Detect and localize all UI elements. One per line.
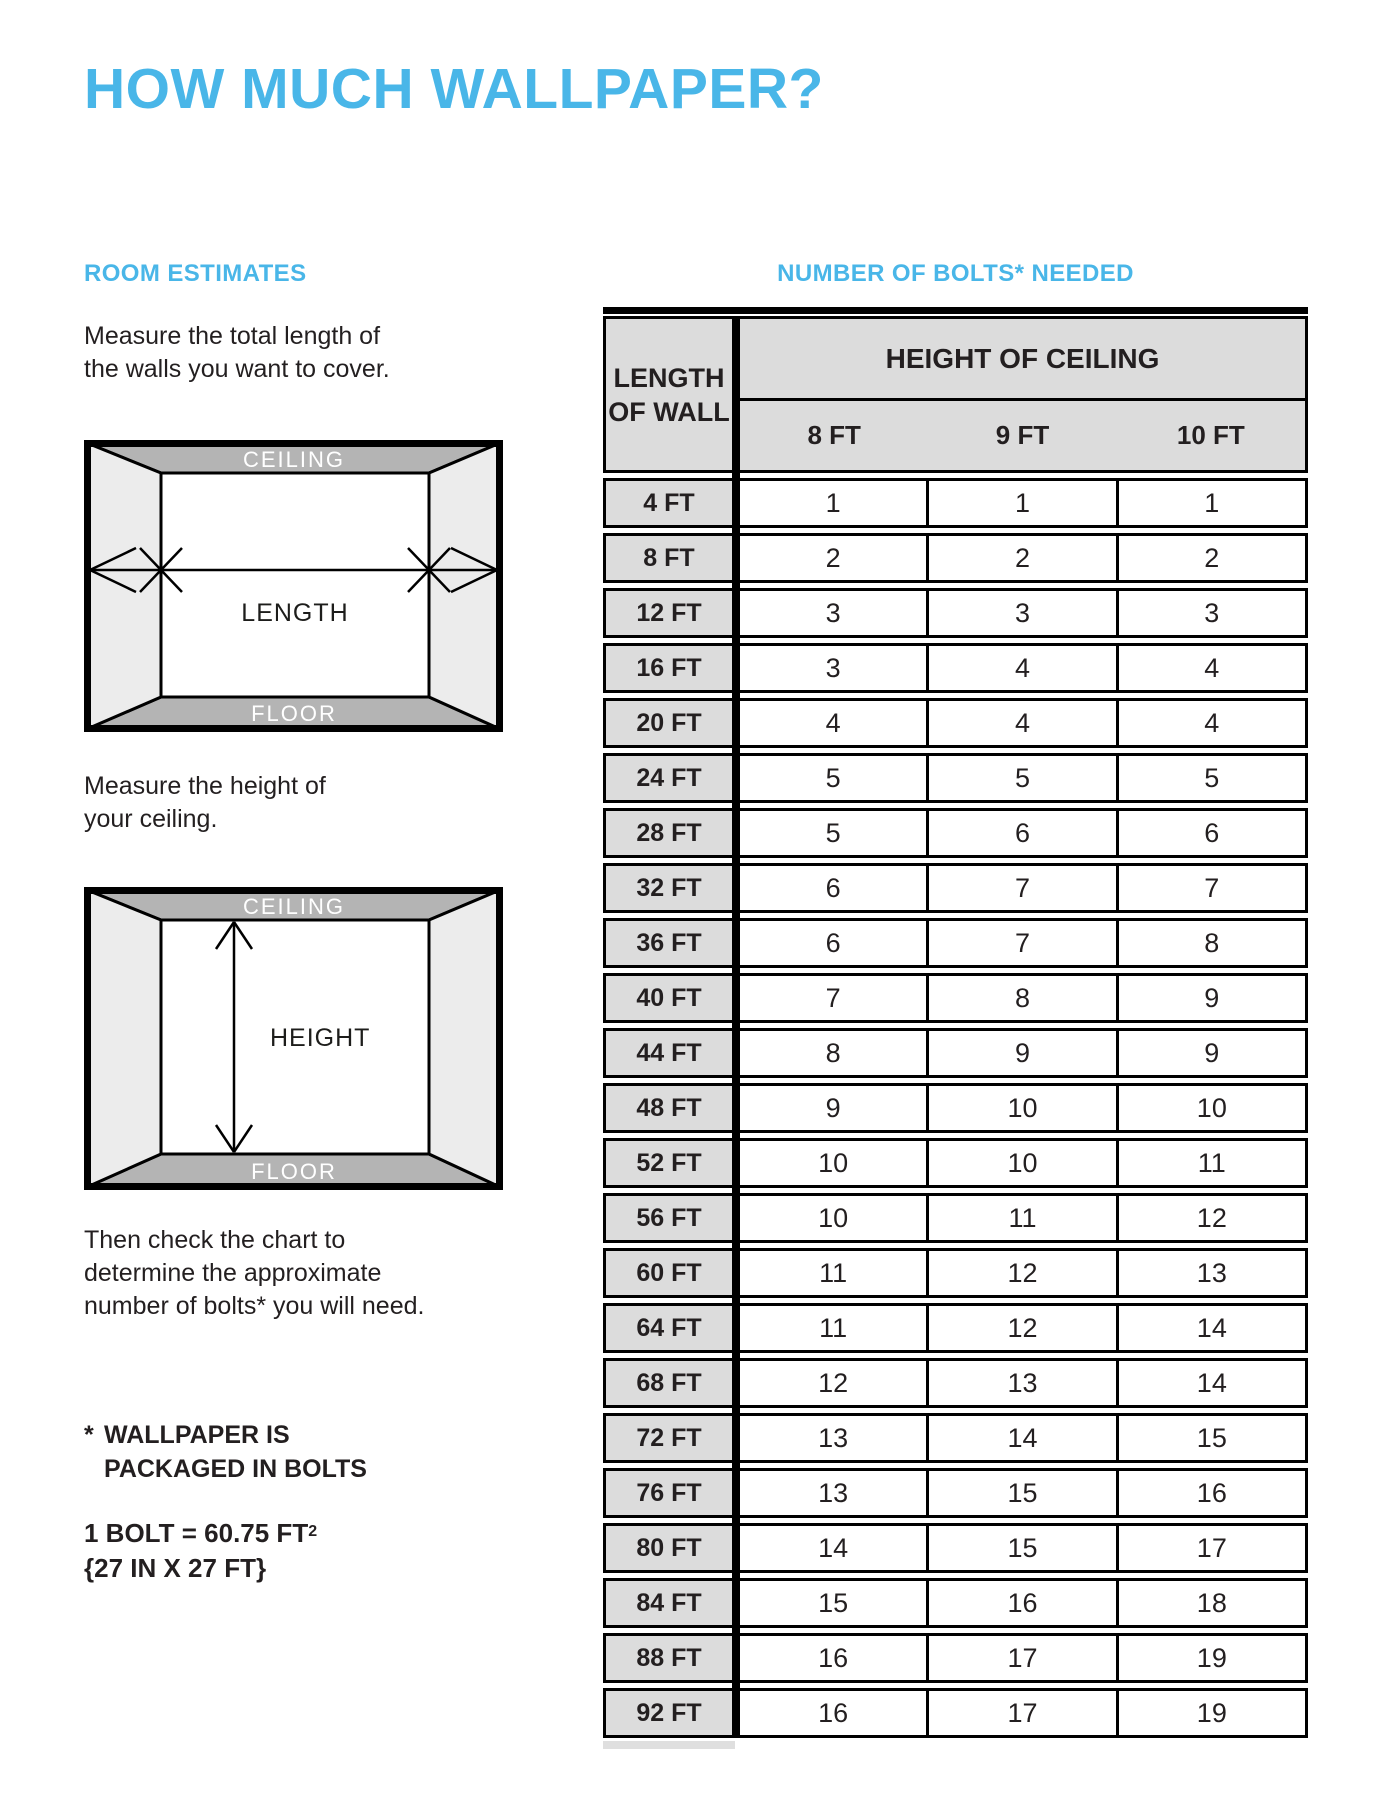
- bolt-count-cell: 9: [1119, 1028, 1308, 1078]
- table-row: [603, 1028, 1308, 1078]
- table-row: [603, 753, 1308, 803]
- bolt-count-cell: 11: [929, 1193, 1118, 1243]
- wall-length-label: 80 FT: [603, 1523, 732, 1573]
- paragraph-line: Then check the chart to: [84, 1226, 346, 1254]
- ceiling-height-col-header: 9 FT: [995, 420, 1050, 450]
- table-body: [603, 478, 1308, 1738]
- bolt-count-cell: 1: [1119, 478, 1308, 528]
- table-row: [603, 698, 1308, 748]
- table-row: [603, 1523, 1308, 1573]
- bolt-count-cell: 7: [1119, 863, 1308, 913]
- bolt-count-cell: 16: [1119, 1468, 1308, 1518]
- bolt-count-cell: 5: [740, 753, 929, 803]
- bolt-count-cell: 3: [740, 643, 929, 693]
- bolt-count-cell: 15: [929, 1523, 1118, 1573]
- paragraph-line: your ceiling.: [84, 805, 218, 833]
- bolt-count-cell: 16: [929, 1578, 1118, 1628]
- bolt-count-cell: 8: [740, 1028, 929, 1078]
- table-row: [603, 1468, 1308, 1518]
- wall-length-label: 76 FT: [603, 1468, 732, 1518]
- bolt-count-cell: 17: [1119, 1523, 1308, 1573]
- bolt-count-cell: 13: [740, 1468, 929, 1518]
- wall-length-label: 28 FT: [603, 808, 732, 858]
- check-chart-paragraph: [84, 1224, 424, 1323]
- bolt-count-cell: 7: [740, 973, 929, 1023]
- bolt-count-cell: 2: [929, 533, 1118, 583]
- table-row: [603, 1248, 1308, 1298]
- wall-length-label: 40 FT: [603, 973, 732, 1023]
- length-of-wall-header: [603, 316, 732, 473]
- bolt-count-cell: 16: [740, 1633, 929, 1683]
- footnote-text: WALLPAPER IS: [104, 1421, 290, 1449]
- wall-length-label: 8 FT: [603, 533, 732, 583]
- table-row: [603, 808, 1308, 858]
- bolt-count-cell: 5: [929, 753, 1118, 803]
- bolt-count-cell: 14: [1119, 1358, 1308, 1408]
- ceiling-label: CEILING: [242, 894, 346, 919]
- bolt-count-cell: 4: [929, 643, 1118, 693]
- wall-length-label: 4 FT: [603, 478, 732, 528]
- bolt-count-cell: 15: [929, 1468, 1118, 1518]
- ceiling-label: CEILING: [242, 447, 346, 472]
- room-length-diagram: [84, 440, 503, 732]
- paragraph-line: number of bolts* you will need.: [84, 1292, 425, 1320]
- ceiling-header-group: [740, 316, 1308, 473]
- wall-length-label: 20 FT: [603, 698, 732, 748]
- table-row: [603, 1688, 1308, 1738]
- bolt-count-cell: 10: [929, 1138, 1118, 1188]
- table-row: [603, 973, 1308, 1023]
- bolt-equation-text: 1 BOLT = 60.75 FT: [84, 1518, 309, 1548]
- height-label: HEIGHT: [270, 1024, 371, 1052]
- table-vertical-divider: [732, 316, 740, 1738]
- wall-length-label: 56 FT: [603, 1193, 732, 1243]
- bolt-count-cell: 3: [929, 588, 1118, 638]
- wall-length-label: 88 FT: [603, 1633, 732, 1683]
- table-row: [603, 1578, 1308, 1628]
- bolt-count-cell: 19: [1119, 1633, 1308, 1683]
- corner-label-line: OF WALL: [608, 396, 730, 427]
- footnote-line: [84, 1418, 367, 1452]
- bolt-count-cell: 13: [1119, 1248, 1308, 1298]
- bolt-count-cell: 15: [1119, 1413, 1308, 1463]
- table-header: [603, 316, 1308, 473]
- bolt-count-cell: 5: [1119, 753, 1308, 803]
- table-row: [603, 1083, 1308, 1133]
- bolt-count-cell: 11: [740, 1303, 929, 1353]
- back-wall: [161, 473, 429, 697]
- table-row: [603, 1193, 1308, 1243]
- table-row: [603, 1138, 1308, 1188]
- bolt-count-cell: 2: [1119, 533, 1308, 583]
- bolt-count-cell: 1: [929, 478, 1118, 528]
- superscript-2: 2: [308, 1523, 318, 1540]
- bolt-count-cell: 6: [1119, 808, 1308, 858]
- bolt-count-cell: 2: [740, 533, 929, 583]
- table-row: [603, 1633, 1308, 1683]
- number-of-bolts-heading: NUMBER OF BOLTS* NEEDED: [777, 260, 1134, 287]
- col-headers-row: [740, 401, 1308, 473]
- bolt-count-cell: 13: [740, 1413, 929, 1463]
- bolt-count-cell: 12: [740, 1358, 929, 1408]
- bolt-count-cell: 14: [929, 1413, 1118, 1463]
- wallpaper-bolts-footnote: [84, 1418, 367, 1486]
- bolt-count-cell: 5: [740, 808, 929, 858]
- room-estimates-heading: ROOM ESTIMATES: [84, 260, 307, 287]
- table-row: [603, 1303, 1308, 1353]
- bolt-count-cell: 7: [929, 918, 1118, 968]
- wall-length-label: 72 FT: [603, 1413, 732, 1463]
- bolt-count-cell: 11: [740, 1248, 929, 1298]
- wall-length-label: 16 FT: [603, 643, 732, 693]
- bolt-count-cell: 15: [740, 1578, 929, 1628]
- wall-length-label: 92 FT: [603, 1688, 732, 1738]
- table-top-bar: [603, 307, 1308, 314]
- page-title: HOW MUCH WALLPAPER?: [84, 57, 824, 121]
- table-row: [603, 478, 1308, 528]
- wall-length-label: 32 FT: [603, 863, 732, 913]
- bolt-count-cell: 12: [929, 1248, 1118, 1298]
- wall-length-label: 44 FT: [603, 1028, 732, 1078]
- footnote-line: PACKAGED IN BOLTS: [104, 1455, 367, 1483]
- bolt-count-cell: 16: [740, 1688, 929, 1738]
- bolt-count-cell: 10: [929, 1083, 1118, 1133]
- bolt-count-cell: 14: [740, 1523, 929, 1573]
- height-of-ceiling-header: HEIGHT OF CEILING: [740, 316, 1308, 401]
- wall-length-label: 60 FT: [603, 1248, 732, 1298]
- wall-length-label: 36 FT: [603, 918, 732, 968]
- bolt-dimensions: {27 IN X 27 FT}: [84, 1553, 267, 1583]
- corner-label-line: LENGTH: [613, 362, 725, 393]
- bolt-count-cell: 11: [1119, 1138, 1308, 1188]
- bolt-count-cell: 4: [740, 698, 929, 748]
- table-row: [603, 918, 1308, 968]
- wall-length-label: 12 FT: [603, 588, 732, 638]
- paragraph-line: Measure the height of: [84, 772, 326, 800]
- bolt-count-cell: 6: [929, 808, 1118, 858]
- bolt-count-cell: 13: [929, 1358, 1118, 1408]
- bolt-equation: [84, 1514, 317, 1551]
- bolt-count-cell: 12: [1119, 1193, 1308, 1243]
- wall-length-label: 48 FT: [603, 1083, 732, 1133]
- wall-length-label: 64 FT: [603, 1303, 732, 1353]
- bolt-count-cell: 12: [929, 1303, 1118, 1353]
- length-label: LENGTH: [241, 599, 349, 627]
- ceiling-height-col-header: 8 FT: [807, 420, 861, 450]
- bolt-count-cell: 1: [740, 478, 929, 528]
- table-row: [603, 533, 1308, 583]
- ceiling-height-diagram: [84, 887, 503, 1190]
- bolt-count-cell: 19: [1119, 1688, 1308, 1738]
- bolt-count-cell: 9: [740, 1083, 929, 1133]
- bolt-count-cell: 8: [1119, 918, 1308, 968]
- bolt-count-cell: 6: [740, 863, 929, 913]
- bolt-count-cell: 8: [929, 973, 1118, 1023]
- measure-length-paragraph: [84, 320, 390, 386]
- bolt-count-cell: 14: [1119, 1303, 1308, 1353]
- table-row: [603, 1413, 1308, 1463]
- table-row: [603, 863, 1308, 913]
- paragraph-line: Measure the total length of: [84, 322, 381, 350]
- table-end-strip: [603, 1741, 735, 1749]
- bolt-count-cell: 4: [929, 698, 1118, 748]
- bolt-count-cell: 4: [1119, 643, 1308, 693]
- bolt-count-cell: 18: [1119, 1578, 1308, 1628]
- bolt-count-cell: 9: [1119, 973, 1308, 1023]
- wall-length-label: 68 FT: [603, 1358, 732, 1408]
- bolt-definition: [84, 1514, 317, 1586]
- bolt-count-cell: 3: [1119, 588, 1308, 638]
- right-wall: [429, 890, 500, 1187]
- wall-length-label: 52 FT: [603, 1138, 732, 1188]
- asterisk: *: [84, 1421, 94, 1449]
- floor-label: FLOOR: [251, 701, 337, 726]
- wall-length-label: 84 FT: [603, 1578, 732, 1628]
- bolt-count-cell: 17: [929, 1688, 1118, 1738]
- wall-length-label: 24 FT: [603, 753, 732, 803]
- floor-label: FLOOR: [251, 1159, 337, 1184]
- bolt-count-cell: 10: [740, 1138, 929, 1188]
- table-row: [603, 1358, 1308, 1408]
- bolt-count-cell: 4: [1119, 698, 1308, 748]
- bolt-count-cell: 10: [1119, 1083, 1308, 1133]
- table-row: [603, 643, 1308, 693]
- bolt-count-cell: 17: [929, 1633, 1118, 1683]
- bolts-table: [603, 307, 1308, 1743]
- bolt-count-cell: 10: [740, 1193, 929, 1243]
- paragraph-line: determine the approximate: [84, 1259, 382, 1287]
- table-row: [603, 588, 1308, 638]
- measure-height-paragraph: [84, 770, 326, 836]
- bolt-count-cell: 9: [929, 1028, 1118, 1078]
- bolt-count-cell: 6: [740, 918, 929, 968]
- ceiling-height-col-header: 10 FT: [1176, 420, 1245, 450]
- left-wall: [87, 890, 161, 1187]
- bolt-count-cell: 7: [929, 863, 1118, 913]
- paragraph-line: the walls you want to cover.: [84, 355, 390, 383]
- bolt-count-cell: 3: [740, 588, 929, 638]
